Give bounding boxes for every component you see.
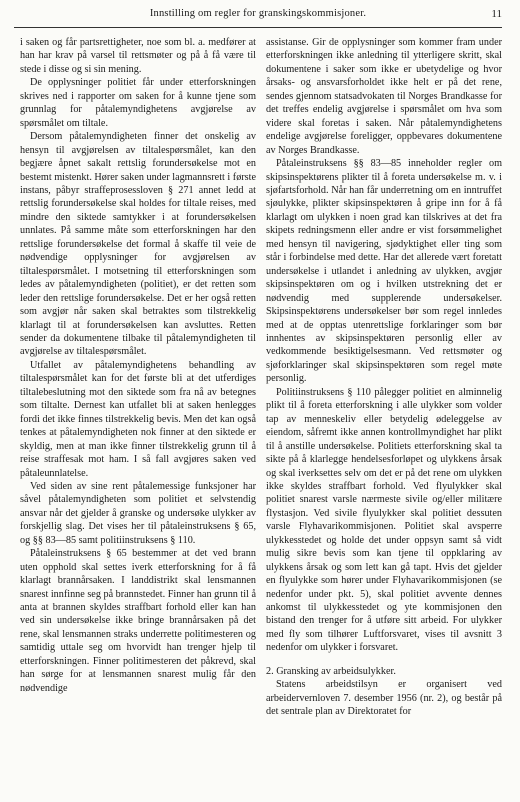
paragraph: Ved siden av sine rent påtalemessige funksjoner har såvel påtalemyndigheten som politiet et selvstendig ansvar når det gjelder å granske og undersøke ulykker av forskjellig slag. Det vises her til påtaleinstruksens § 65, og §§ 83—85 samt politiinstruksens § 110.: [20, 480, 256, 546]
paragraph: i saken og får partsrettigheter, noe som bl. a. medfører at han har krav på varsel til rettsmøter og på å få være til stede i disse og si sin mening.: [20, 37, 256, 75]
page-header: [14, 8, 502, 24]
page-number: 11: [491, 8, 502, 20]
header-rule: [14, 27, 502, 28]
paragraph: Påtaleinstruksens §§ 83—85 inneholder regler om skipsinspektørens plikter til å foreta undersøkelse m. v. i sjøfartsforhold. Når han får underretning om en inntruffet sjøulykke, plikter skipsinspektøren å gripe inn for å få klarlagt om ulykken i noen grad kan tilskrives at det fra skipets redningsmenn eller andre er vist forsømmelighet med hensyn til navigering, sjødyktighet eller ting som står i forbindelse med dette. Har det allerede vært foretatt undersøkelse i utlandet i anledning av ulykken, avgjør skipsinspektøren om og i hvilken utstrekning det er nødvendig med supplerende undersøkelser. Skipsinspektørens undersøkelser bør som regel innledes med at de opptas utenrettslige forklaringer som bør innhentes av skipsinspektøren personlig eller av vedkommende besiktigelsesmann. Ved rettsmøter og sjøforklaringer skal skipsinspektøren som regel møte personlig.: [266, 158, 502, 385]
section-heading: 2. Gransking av arbeidsulykker.: [266, 665, 396, 677]
paragraph: Politiinstruksens § 110 pålegger politiet en alminnelig plikt til å foreta etterforskning i alle ulykker som volder tap av menneskeliv eller betydelig ødeleggelse av eiendom, såfremt ikke annen kontrollmyndighet har plikt til å anstille undersøkelse. Politiets etterforskning skal ta sikte på å klarlegge hendelsesforløpet og ulykkens årsak og skal iverksettes selv om det er på det rene om ulykken ikke skyldes straffbart forhold. Ved flyulykker skal politiet snarest varsle nærmeste sivile og/eller militære flystasjon. Ved sivile flyulykker skal politiet dessuten varsle Flyhavarikommisjonen. Politiet skal avsperre ulykkesstedet og holde det under oppsyn samt så vidt mulig sikre bevis som kan tjene til oppklaring av ulykkens årsak og som lett kan gå tapt. Hvis det gjelder en flyulykke som hører under Flyhavarikommisjonen (se nedenfor under pkt. 5), skal politiet avvente dennes ankomst til ulykkesstedet og yte kommisjonen den bistand den trenger for å utføre sitt arbeid. For ulykker med fly som tilhører Luftforsvaret, vises til avsnitt 3 nedenfor om ulykker i forsvaret.: [266, 386, 502, 654]
paragraph: Påtaleinstruksens § 65 bestemmer at det ved brann uten opphold skal settes iverk etterforskning for å få klarlagt brannårsaken. I landdistrikt skal lensmannen snarest innfinne seg på brannstedet. Finner han grunn til å anta at brannen skyldes straffbart forhold eller kan han ved sin undersøkelse ikke bringe brannårsaken på det rene, skal lensmannen straks underrette politimesteren og samtidig uttale seg om hvorvidt han trenger hjelp til etterforskningen. Finner politimesteren det påkrevd, skal han sørge for at lensmannen snarest mulig får den nødvendige: [20, 548, 256, 694]
paragraph: assistanse. Gir de opplysninger som kommer fram under etterforskningen ikke anledning til ytterligere skritt, skal dokumentene i saker som ikke er ubetydelige og hvor årsaks- og ansvarsforholdet ikke helt er på det rene, sendes gjennom statsadvokaten til Norges Brandkasse for det treffes endelig avgjørelse i spørsmålet om hva som videre skal foretas i saken. Når påtalemyndighetens endelige avgjørelse foreligger, oppbevares dokumentene av Norges Brandkasse.: [266, 37, 502, 156]
paragraph: De opplysninger politiet får under etterforskningen skrives ned i rapporter om saken for å kunne tjene som grunnlag for påtalemyndighetens avgjørelse av spørsmålet om tiltale.: [20, 77, 256, 129]
running-title: Innstilling om regler for granskingskommisjoner.: [149, 8, 367, 19]
paragraph: Dersom påtalemyndigheten finner det onskelig av hensyn til avgjørelsen av tiltalespørsmålet, kan den begjære åpnet sakalt rettslig forundersøkelse mot en bestemt mistenkt. Hører saken under lagmannsrett i første instans, påbyr straffeprosessloven § 271 annet ledd at rettslig forundersøkelse skal holdes for tiltale reises, med mindre den siktede samtykker i at forundersøkelsen unnlates. På samme måte som etterforskningen har den rettslige forundersøkelse det formal å skaffe til veie de nødvendige opplysninger for avgjørelsen av tiltalespørsmålet. I motsetning til etterforskningen som ledes av påtalemyndigheten (politiet), er det retten som leder den rettslige forundersøkelse. Det er her også retten som avgjør når saken skal betraktes som tilstrekkelig klarlagt til at forundersøkelsen kan avsluttes. Retten sender da dokumentene tilbake til påtalemyndigheten til avgjørelse av tiltalespørsmålet.: [20, 131, 256, 358]
paragraph: Utfallet av påtalemyndighetens behandling av tiltalespørsmålet kan for det første bli at det utferdiges tiltalebeslutning mot den siktede som fra nå av betegnes som tiltalte. Dernest kan utfallet bli at saken henlegges fordi det ikke finnes tilstrekkelig bevis. Men det kan også tenkes at påtalemyndigheten nok finner at den siktede er skyldig, men at man ikke finner tilstrekkelig grunn til å reise straffesak mot ham. I så fall avgjøres saken ved påtaleunnlatelse.: [20, 359, 256, 479]
right-column: [266, 36, 502, 719]
left-column: [20, 36, 256, 695]
paragraph: Statens arbeidstilsyn er organisert ved arbeidervernloven 7. desember 1956 (nr. 2), og består på det sentrale plan av Direktoratet for: [266, 679, 502, 718]
